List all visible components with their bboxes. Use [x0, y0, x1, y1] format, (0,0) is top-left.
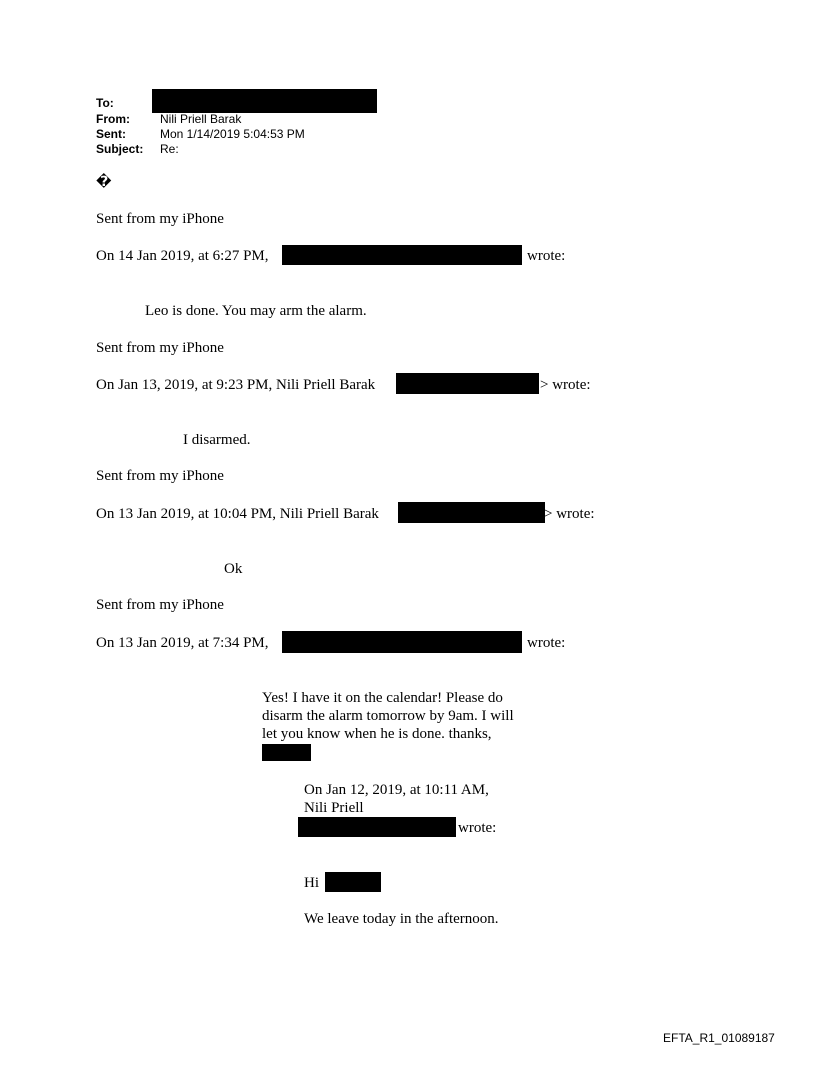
- attribution-2-wrote: > wrote:: [540, 377, 591, 393]
- sent-from-line-4: Sent from my iPhone: [96, 597, 224, 613]
- message-5-body: We leave today in the afternoon.: [304, 911, 499, 927]
- redacted-email-5: [298, 817, 456, 837]
- redacted-sender-1: [282, 245, 522, 265]
- redacted-recipient: [152, 89, 377, 113]
- attribution-1-wrote: wrote:: [527, 248, 566, 264]
- attribution-3: On 13 Jan 2019, at 10:04 PM, Nili Priell Barak: [96, 506, 379, 522]
- attribution-1: On 14 Jan 2019, at 6:27 PM,: [96, 248, 269, 264]
- replacement-char: �: [96, 174, 112, 190]
- message-4-line-3: let you know when he is done. thanks,: [262, 726, 492, 742]
- sent-from-line-3: Sent from my iPhone: [96, 468, 224, 484]
- attribution-5-line-2: Nili Priell: [304, 800, 364, 816]
- message-4-line-1: Yes! I have it on the calendar! Please do: [262, 690, 503, 706]
- sent-from-line-1: Sent from my iPhone: [96, 211, 224, 227]
- message-4-line-2: disarm the alarm tomorrow by 9am. I will: [262, 708, 514, 724]
- sent-from-line-2: Sent from my iPhone: [96, 340, 224, 356]
- attribution-5-wrote: wrote:: [458, 820, 497, 836]
- message-1: Leo is done. You may arm the alarm.: [145, 303, 367, 319]
- attribution-4-wrote: wrote:: [527, 635, 566, 651]
- message-2: I disarmed.: [183, 432, 251, 448]
- attribution-2: On Jan 13, 2019, at 9:23 PM, Nili Priell Barak: [96, 377, 376, 393]
- document-id: EFTA_R1_01089187: [663, 1031, 775, 1045]
- sent-value: Mon 1/14/2019 5:04:53 PM: [160, 127, 305, 141]
- attribution-5-line-1: On Jan 12, 2019, at 10:11 AM,: [304, 782, 489, 798]
- redacted-email-2: [396, 373, 539, 394]
- sent-label: Sent:: [96, 127, 126, 141]
- to-label: To:: [96, 96, 114, 110]
- redacted-sender-4: [282, 631, 522, 653]
- from-label: From:: [96, 112, 130, 126]
- from-value: Nili Priell Barak: [160, 112, 242, 126]
- message-3: Ok: [224, 561, 243, 577]
- subject-value: Re:: [160, 142, 179, 156]
- message-5-greeting: Hi: [304, 875, 319, 891]
- redacted-email-3: [398, 502, 545, 523]
- redacted-recipient-name: [325, 872, 381, 892]
- attribution-3-wrote: > wrote:: [544, 506, 595, 522]
- redacted-signature: [262, 744, 311, 761]
- attribution-4: On 13 Jan 2019, at 7:34 PM,: [96, 635, 269, 651]
- subject-label: Subject:: [96, 142, 144, 156]
